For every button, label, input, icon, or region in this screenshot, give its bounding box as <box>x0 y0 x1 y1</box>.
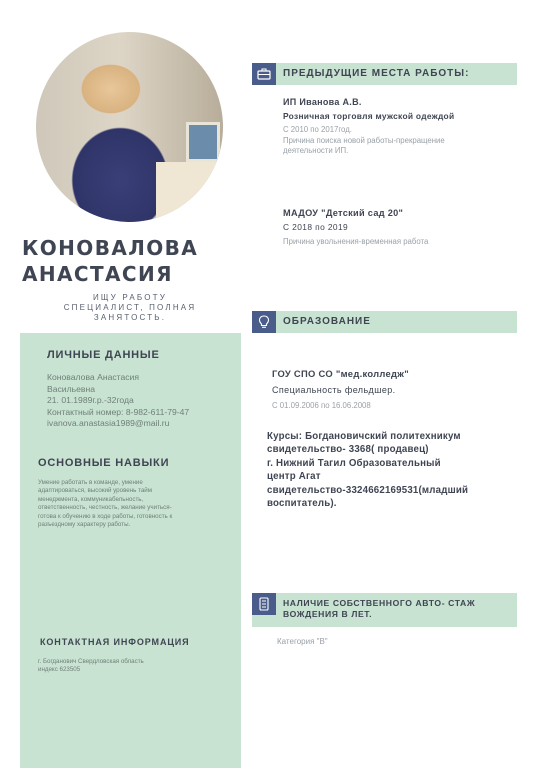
education-courses <box>267 430 468 510</box>
job2-employer: МАДОУ "Детский сад 20" <box>283 208 404 218</box>
profile-photo <box>36 32 223 222</box>
education-section-bar <box>252 311 517 333</box>
course-line: свидетельство-3324662169531(младший <box>267 484 469 496</box>
education-period: С 01.09.2006 по 16.06.2008 <box>272 401 371 410</box>
course-line: свидетельство- 3368( продавец) <box>267 444 429 456</box>
seeking-line: ЗАНЯТОСТЬ. <box>93 313 167 322</box>
course-line: центр Агат <box>267 471 321 483</box>
personal-details <box>47 372 189 430</box>
experience-section-bar <box>252 63 517 85</box>
full-name <box>22 235 198 287</box>
car-heading <box>283 598 475 620</box>
personal-name-1: Коновалова Анастасия <box>47 372 140 382</box>
personal-phone: Контактный номер: 8-982-611-79-47 <box>47 406 190 417</box>
briefcase-icon <box>252 63 276 85</box>
car-heading-line: ВОЖДЕНИЯ В ЛЕТ. <box>283 609 373 619</box>
personal-email: ivanova.anastasia1989@mail.ru <box>47 418 170 428</box>
seeking-line: СПЕЦИАЛИСТ, ПОЛНАЯ <box>63 303 197 312</box>
skills-line: готова к обучению в ходе работы, готовность к <box>38 512 173 520</box>
education-specialty: Специальность фельдшер. <box>272 385 396 395</box>
skills-line: ответственность, честность, желание учиться- <box>38 504 172 512</box>
skills-line: адаптироваться, высокий уровень тайм <box>38 487 152 495</box>
skills-heading: ОСНОВНЫЕ НАВЫКИ <box>38 457 170 469</box>
personal-heading: ЛИЧНЫЕ ДАННЫЕ <box>47 349 160 361</box>
skills-text <box>38 479 172 529</box>
seeking-line: ИЩУ РАБОТУ <box>92 293 168 302</box>
education-heading: ОБРАЗОВАНИЕ <box>283 316 371 327</box>
personal-birth: 21. 01.1989г.р.-32года <box>47 395 134 405</box>
contact-heading: КОНТАКТНАЯ ИНФОРМАЦИЯ <box>40 637 190 647</box>
experience-heading: ПРЕДЫДУЩИЕ МЕСТА РАБОТЫ: <box>283 68 470 79</box>
license-icon <box>252 593 276 615</box>
course-line: воспитатель). <box>267 498 337 510</box>
job1-position: Розничная торговля мужской одеждой <box>283 111 455 121</box>
car-heading-line: НАЛИЧИЕ СОБСТВЕННОГО АВТО- СТАЖ <box>283 598 476 608</box>
job1-period: С 2010 по 2017год. <box>283 125 352 134</box>
car-section-bar <box>252 593 517 627</box>
skills-line: менеджмента, коммуникабельность, <box>38 495 144 503</box>
skills-line: Умение работать в команде, умение <box>38 479 143 486</box>
course-line: Курсы: Богдановичский политехникум <box>267 431 461 442</box>
job2-period: С 2018 по 2019 <box>283 222 349 232</box>
job1-reason: Причина поиска новой работы-прекращение <box>283 135 445 145</box>
lightbulb-icon <box>252 311 276 333</box>
car-category: Категория "B" <box>277 637 328 646</box>
course-line: г. Нижний Тагил Образовательный <box>267 457 441 469</box>
job-seeking-status <box>40 293 220 323</box>
education-school: ГОУ СПО СО "мед.колледж" <box>272 368 409 379</box>
job1-reason-cont: деятельности ИП. <box>283 146 349 155</box>
job2-reason: Причина увольнения-временная работа <box>283 237 429 246</box>
contact-details <box>38 658 144 675</box>
personal-name-2: Васильевна <box>47 383 95 394</box>
name-surname: КОНОВАЛОВА <box>22 236 199 260</box>
job1-employer: ИП Иванова А.В. <box>283 97 362 107</box>
contact-index: индекс 623505 <box>38 666 81 674</box>
skills-line: разъездному характеру работы. <box>38 521 131 529</box>
name-first: АНАСТАСИЯ <box>22 262 173 286</box>
job1-details <box>283 125 445 157</box>
contact-address: г. Богданович Свердловская область <box>38 658 144 665</box>
